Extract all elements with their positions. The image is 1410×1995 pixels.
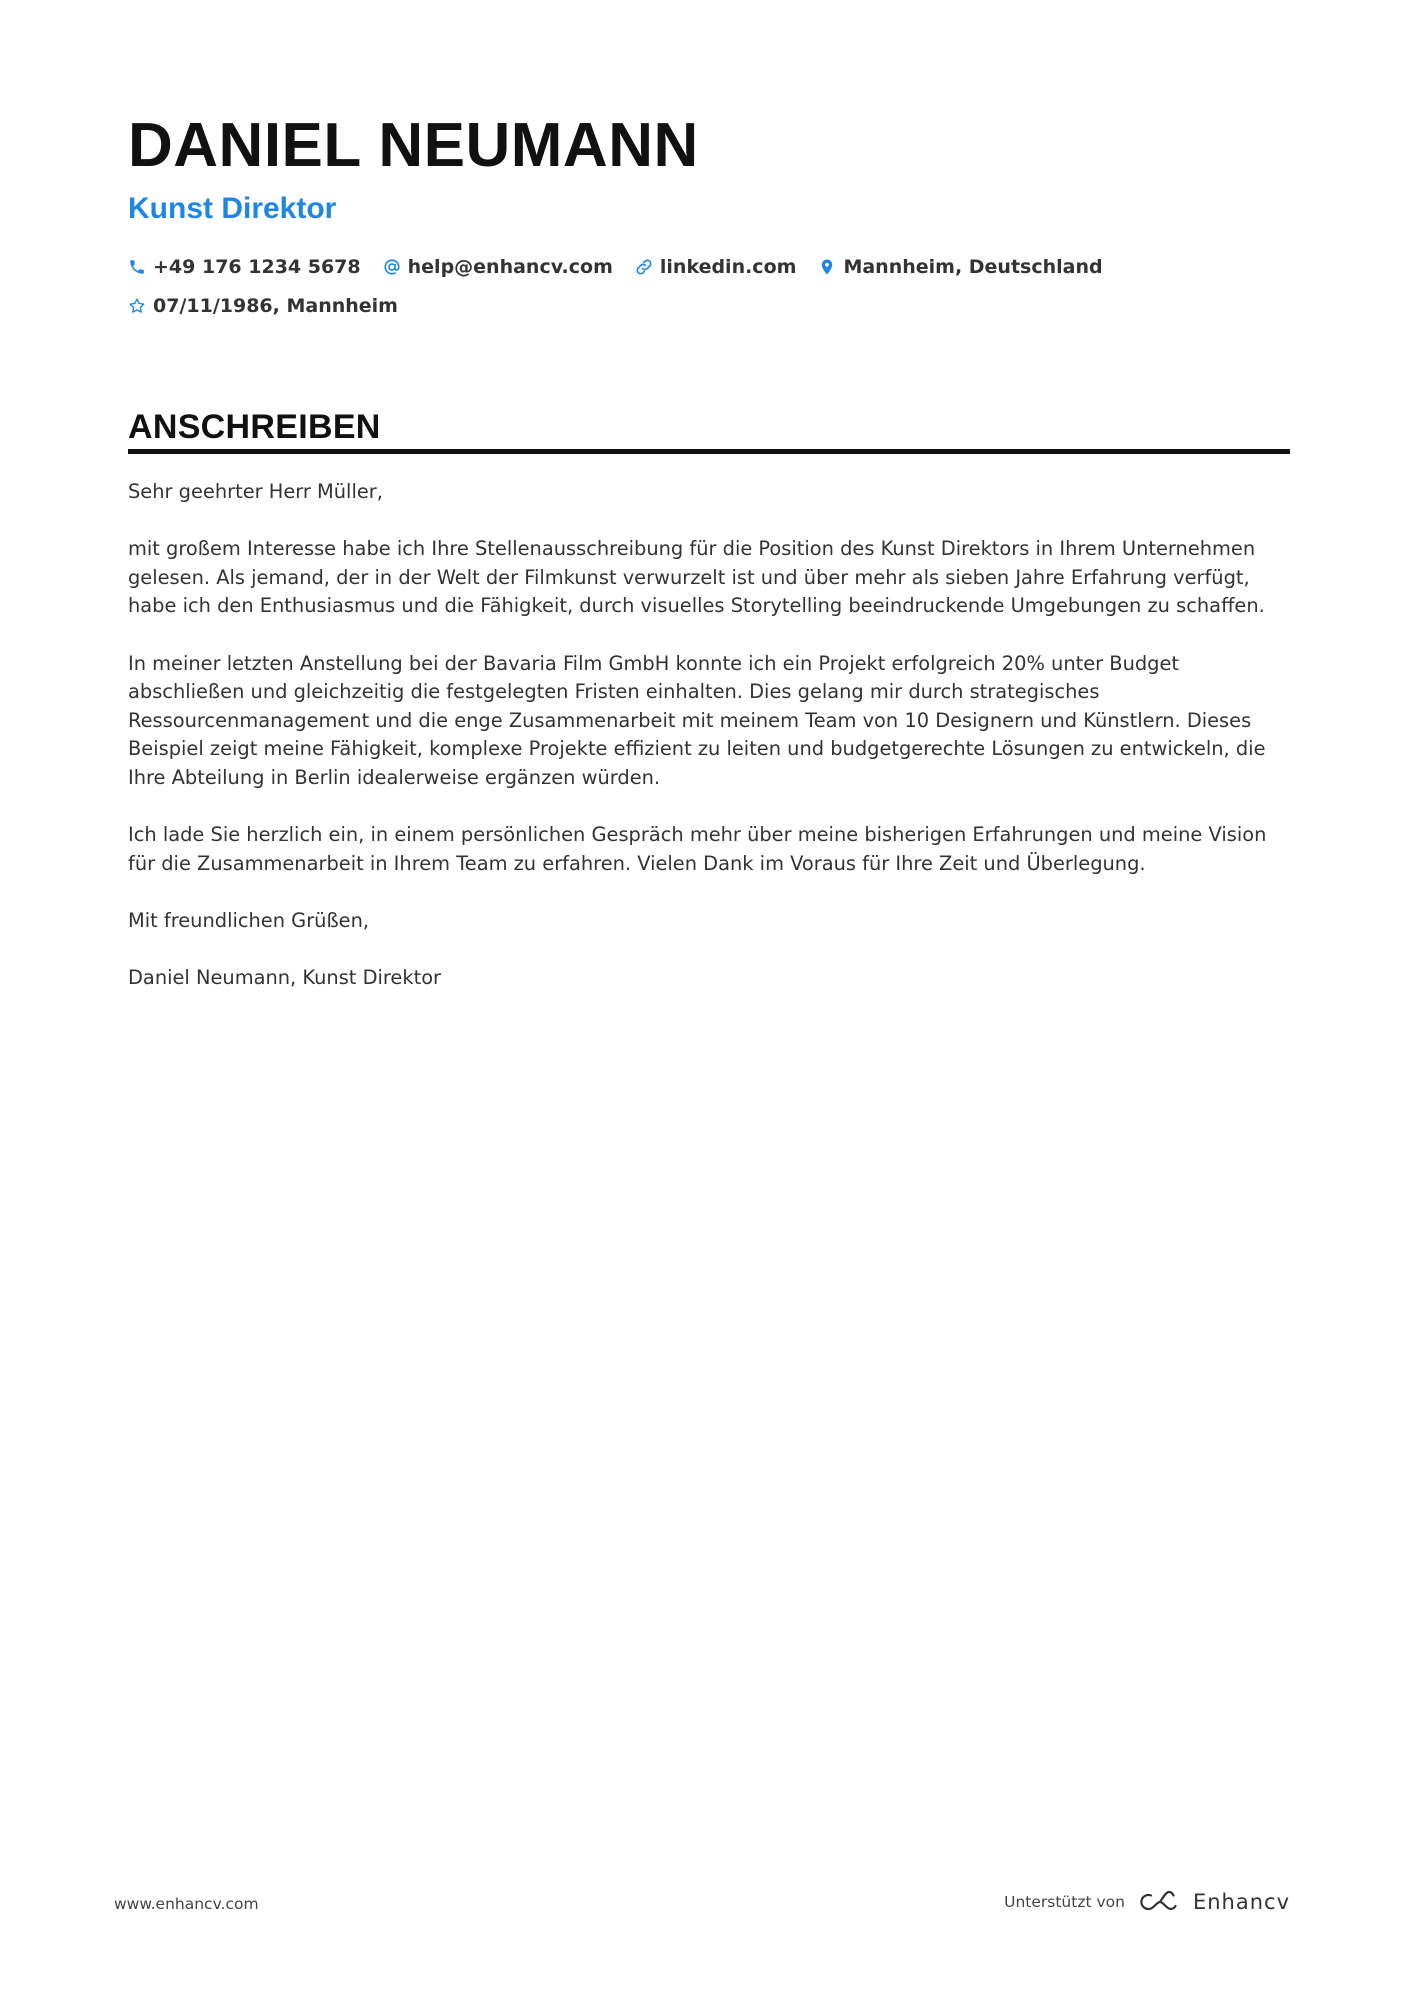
letter-signature: Daniel Neumann, Kunst Direktor [128,966,442,990]
birth-info: 07/11/1986, Mannheim [153,295,398,317]
enhancv-logo-icon [1137,1889,1183,1915]
contact-info [128,252,1290,330]
location-text: Mannheim, Deutschland [843,256,1103,278]
letter-salutation: Sehr geehrter Herr Müller, [128,480,383,503]
footer-website[interactable]: www.enhancv.com [114,1895,259,1913]
letter-paragraph: In meiner letzten Anstellung bei der Bavaria Film GmbH konnte ich ein Projekt erfolgreich 20% unter Budget abschließen und gleichzeitig die festgelegten Fristen einhalten. Dies gelang mir durch strategisches Ressourcenmanagement und die enge Zusammenarbeit mit meinem Team von 10 Designern und Künstlern. Dieses Beispiel zeigt meine Fähigkeit, komplexe Projekte effizient zu leiten und budgetgerechte Lösungen zu entwickeln, die Ihre Abteilung in Berlin idealerweise ergänzen würden. [128,651,1266,789]
candidate-name: DANIEL NEUMANN [128,111,699,180]
contact-row-primary [128,252,1290,282]
contact-email[interactable] [383,256,613,278]
letter-paragraph: Ich lade Sie herzlich ein, in einem persönlichen Gespräch mehr über meine bisherigen Erfahrungen und meine Vision für die Zusammenarbeit in Ihrem Team zu erfahren. Vielen Dank im Voraus für Ihre Zeit und Überlegung. [128,823,1267,875]
job-title: Kunst Direktor [128,192,337,225]
powered-by-label: Unterstützt von [1004,1893,1125,1911]
contact-row-secondary [128,291,1290,321]
at-icon [383,258,401,276]
phone-number: +49 176 1234 5678 [153,256,361,278]
section-divider [128,449,1290,454]
map-pin-icon [818,258,836,276]
footer-branding[interactable] [1004,1880,1290,1924]
star-icon [128,297,146,315]
email-address[interactable]: help@enhancv.com [407,256,613,278]
letter-body [128,478,1290,1021]
link-icon [635,258,653,276]
contact-birth [128,295,398,317]
contact-phone [128,256,361,278]
brand-name: Enhancv [1192,1890,1290,1914]
contact-linkedin[interactable] [635,256,797,278]
letter-paragraph: mit großem Interesse habe ich Ihre Stellenausschreibung für die Position des Kunst Direktors in Ihrem Unternehmen gelesen. Als jemand, der in der Welt der Filmkunst verwurzelt ist und über mehr als sieben Jahre Erfahrung verfügt, habe ich den Enthusiasmus und die Fähigkeit, durch visuelles Storytelling beeindruckende Umgebungen zu schaffen. [128,537,1265,618]
phone-icon [128,258,146,276]
linkedin-link[interactable]: linkedin.com [659,256,797,278]
section-title: ANSCHREIBEN [128,408,381,446]
contact-location [818,256,1102,278]
letter-closing: Mit freundlichen Grüßen, [128,908,370,932]
